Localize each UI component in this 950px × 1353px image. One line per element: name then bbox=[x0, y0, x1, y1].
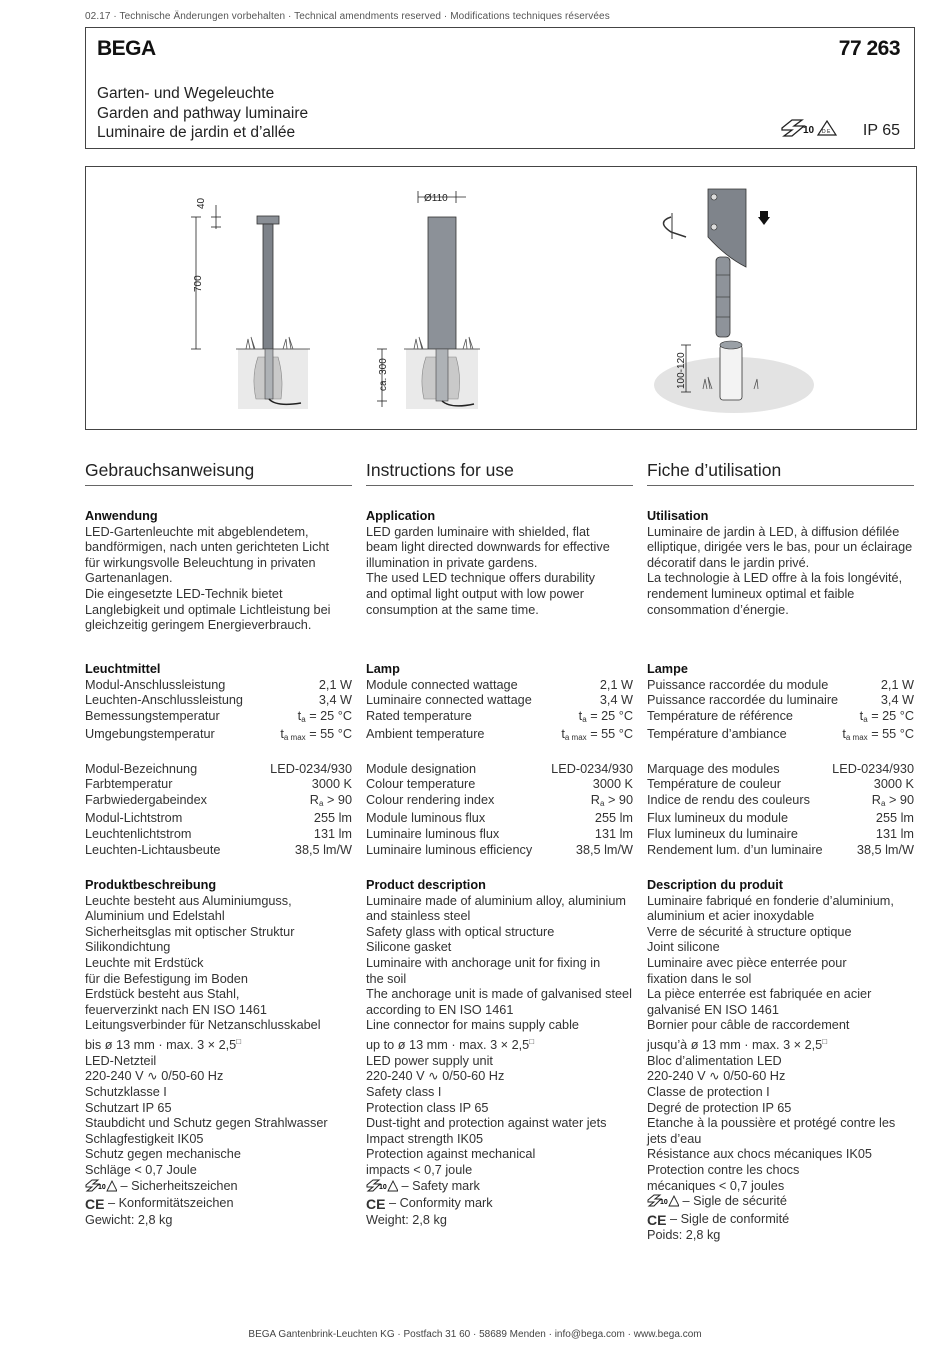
svg-text:40: 40 bbox=[196, 197, 207, 209]
svg-text:Ø110: Ø110 bbox=[424, 193, 448, 204]
column-heading: Gebrauchsanweisung bbox=[85, 460, 352, 486]
column-heading: Instructions for use bbox=[366, 460, 633, 486]
product-section bbox=[366, 878, 633, 1228]
text-line: bandförmigen, nach unten gerichteten Licht bbox=[85, 540, 330, 555]
spec-row: Colour rendering index $R_a > 90$ bbox=[366, 792, 633, 808]
spec-row: Luminaire luminous efficiency 38,5 lm/W bbox=[366, 842, 633, 857]
spec-row: Umgebungstemperatur $t_{a max} = 55$ °C bbox=[85, 727, 352, 743]
column-fr bbox=[647, 460, 914, 1243]
safety-mark-line: 10 – Safety mark bbox=[366, 1179, 633, 1197]
section-title: Lampe bbox=[647, 662, 688, 676]
spec-row: Flux lumineux du module 255 lm bbox=[647, 811, 914, 826]
section-title: Application bbox=[366, 509, 436, 523]
spec-row: Marquage des modules LED-0234/930 bbox=[647, 761, 914, 776]
safety-mark-icon bbox=[366, 1179, 398, 1197]
text-line: décoratif dans le jardin privé. bbox=[647, 555, 810, 570]
product-titles bbox=[97, 84, 308, 143]
product-header bbox=[85, 27, 915, 149]
text-line: für wirkungsvolle Beleuchtung in privaten bbox=[85, 555, 316, 570]
ce-mark-line: CE – Sigle de conformité bbox=[647, 1211, 790, 1228]
ce-mark-line: CE – Conformity mark bbox=[366, 1196, 493, 1213]
title-fr: Luminaire de jardin et d’allée bbox=[97, 124, 296, 141]
application-section bbox=[366, 509, 633, 618]
ce-mark-icon: CE bbox=[647, 1211, 667, 1228]
weight: Weight: 2,8 kg bbox=[366, 1212, 447, 1227]
spec-row: Modul-Anschlussleistung 2,1 W bbox=[85, 677, 352, 692]
spec-row: Leuchten-Lichtausbeute 38,5 lm/W bbox=[85, 842, 352, 857]
spec-row: Température d’ambiance $t_{a max} = 55$ °C bbox=[647, 727, 914, 743]
spec-row: Rated temperature $t_a = 25$ °C bbox=[366, 708, 633, 724]
front-view-drawing bbox=[377, 191, 480, 409]
text-line: and optimal light output with low power bbox=[366, 586, 584, 601]
title-de: Garten- und Wegeleuchte bbox=[97, 85, 275, 102]
certification-marks bbox=[780, 118, 840, 143]
spec-row: Température de couleur 3000 K bbox=[647, 777, 914, 792]
text-line: consumption at the same time. bbox=[366, 602, 539, 617]
spec-row: Leuchten-Anschlussleistung 3,4 W bbox=[85, 693, 352, 708]
text-line: beam light directed downwards for effective bbox=[366, 540, 610, 555]
ce-mark-icon: CE bbox=[366, 1196, 386, 1213]
section-title: Anwendung bbox=[85, 509, 158, 523]
text-line: LED garden luminaire with shielded, flat bbox=[366, 524, 590, 539]
spec-row: Flux lumineux du luminaire 131 lm bbox=[647, 826, 914, 841]
section-title: Utilisation bbox=[647, 509, 709, 523]
text-line: gleichzeitig geringem Energieverbrauch. bbox=[85, 618, 312, 633]
side-view-drawing bbox=[191, 197, 310, 409]
text-line: consommation d’énergie. bbox=[647, 602, 789, 617]
technical-drawing bbox=[85, 166, 917, 430]
brand-name: BEGA bbox=[97, 37, 156, 60]
spec-row: Luminaire connected wattage 3,4 W bbox=[366, 693, 633, 708]
product-lines: Luminaire made of aluminium alloy, aluminium and stainless steel Safety glass with optical structure Silicone gasket Luminaire with anchorage unit for fixing in the soil The anchorage unit is made of galvanised steel according to EN ISO 1461 Line connector for mains supply cable up to ø 13 mm · max. 3 × 2,5□ LED power supply unit 220-240 V ∿ 0/50-60 Hz Safety class I Protection class IP 65 Dust-tight and protection against water jets Impact strength IK05 Protection against mechanical impacts < 0,7 joule bbox=[366, 893, 632, 1177]
column-heading: Fiche d’utilisation bbox=[647, 460, 914, 486]
ce-mark-icon: CE bbox=[85, 1196, 105, 1213]
spec-row: Puissance raccordée du module 2,1 W bbox=[647, 677, 914, 692]
enec-mark-icon bbox=[780, 118, 840, 138]
lamp-section bbox=[85, 662, 352, 858]
svg-text:700: 700 bbox=[193, 275, 204, 292]
product-lines: Luminaire fabriqué en fonderie d’aluminium, aluminium et acier inoxydable Verre de sécurité à structure optique Joint silicone Luminaire avec pièce enterrée pour fixation dans le sol La pièce enterrée est fabriquée en acier galvanisé EN ISO 1461 Bornier pour câble de raccordement jusqu’à ø 13 mm · max. 3 × 2,5□ Bloc d’alimentation LED 220-240 V ∿ 0/50-60 Hz Classe de protection I Degré de protection IP 65 Etanche à la poussière et protégé contre les jets d’eau Résistance aux chocs mécaniques IK05 Protection contre les chocs mécaniques < 0,7 joules bbox=[647, 893, 896, 1193]
installation-drawing bbox=[654, 189, 814, 413]
spec-row: Farbtemperatur 3000 K bbox=[85, 777, 352, 792]
application-section bbox=[85, 509, 352, 634]
text-line: rendement lumineux optimal et faible bbox=[647, 586, 855, 601]
lamp-section bbox=[647, 662, 914, 858]
footer-address: BEGA Gantenbrink-Leuchten KG · Postfach 31 60 · 58689 Menden · info@bega.com · www.bega.com bbox=[248, 1329, 702, 1340]
section-title: Lamp bbox=[366, 662, 400, 676]
luminaire-drawing bbox=[86, 167, 916, 429]
text-line: Luminaire de jardin à LED, à diffusion défilée bbox=[647, 524, 900, 539]
spec-row: Module designation LED-0234/930 bbox=[366, 761, 633, 776]
weight: Gewicht: 2,8 kg bbox=[85, 1212, 173, 1227]
svg-text:ca. 300: ca. 300 bbox=[378, 358, 389, 391]
spec-row: Farbwiedergabeindex $R_a > 90$ bbox=[85, 792, 352, 808]
text-line: Langlebigkeit und optimale Lichtleistung bei bbox=[85, 602, 331, 617]
title-en: Garden and pathway luminaire bbox=[97, 104, 309, 122]
revision-note: 02.17 · Technische Änderungen vorbehalten · Technical amendments reserved · Modifications techniques réservées bbox=[85, 11, 610, 22]
ip-rating: IP 65 bbox=[862, 122, 900, 139]
svg-text:10: 10 bbox=[660, 1199, 668, 1207]
spec-row: Luminaire luminous flux 131 lm bbox=[366, 826, 633, 841]
column-de bbox=[85, 460, 352, 1227]
section-title: Product description bbox=[366, 878, 486, 892]
spec-row: Température de référence $t_a = 25$ °C bbox=[647, 708, 914, 724]
text-line: La technologie à LED offre à la fois longévité, bbox=[647, 571, 903, 586]
spec-row: Module luminous flux 255 lm bbox=[366, 811, 633, 826]
safety-mark-line: 10 – Sigle de sécurité bbox=[647, 1194, 914, 1212]
spec-row: Module connected wattage 2,1 W bbox=[366, 677, 633, 692]
spec-row: Ambient temperature $t_{a max} = 55$ °C bbox=[366, 727, 633, 743]
text-line: Die eingesetzte LED-Technik bietet bbox=[85, 586, 283, 601]
text-line: illumination in private gardens. bbox=[366, 555, 538, 570]
weight: Poids: 2,8 kg bbox=[647, 1228, 721, 1243]
ce-mark-line: CE – Konformitätszeichen bbox=[85, 1196, 234, 1213]
text-line: elliptique, dirigée vers le bas, pour un éclairage bbox=[647, 540, 913, 555]
lamp-section bbox=[366, 662, 633, 858]
spec-row: Bemessungstemperatur $t_a = 25$ °C bbox=[85, 708, 352, 724]
spec-row: Rendement lum. d’un luminaire 38,5 lm/W bbox=[647, 842, 914, 857]
product-section bbox=[647, 878, 914, 1244]
product-lines: Leuchte besteht aus Aluminiumguss, Aluminium und Edelstahl Sicherheitsglas mit optischer Struktur Silikondichtung Leuchte mit Erdstück für die Befestigung im Boden Erdstück besteht aus Stahl, feuerverzinkt nach EN ISO 1461 Leitungsverbinder für Netzanschlusskabel bis ø 13 mm · max. 3 × 2,5□ LED-Netzteil 220-240 V ∿ 0/50-60 Hz Schutzklasse I Schutzart IP 65 Staubdicht und Schutz gegen Strahlwasser Schlagfestigkeit IK05 Schutz gegen mechanische Schläge < 0,7 Joule bbox=[85, 893, 328, 1177]
spec-row: Colour temperature 3000 K bbox=[366, 777, 633, 792]
product-section bbox=[85, 878, 352, 1228]
svg-text:100-120: 100-120 bbox=[676, 352, 687, 389]
spec-row: Puissance raccordée du luminaire 3,4 W bbox=[647, 693, 914, 708]
section-title: Leuchtmittel bbox=[85, 662, 161, 676]
spec-row: Modul-Bezeichnung LED-0234/930 bbox=[85, 761, 352, 776]
text-line: The used LED technique offers durability bbox=[366, 571, 595, 586]
article-number: 77 263 bbox=[838, 37, 900, 60]
spec-row: Modul-Lichtstrom 255 lm bbox=[85, 811, 352, 826]
spec-row: Indice de rendu des couleurs $R_a > 90$ bbox=[647, 792, 914, 808]
svg-text:D E: D E bbox=[822, 129, 831, 135]
safety-mark-line: 10 – Sicherheitszeichen bbox=[85, 1179, 352, 1197]
section-title: Description du produit bbox=[647, 878, 784, 892]
safety-mark-icon bbox=[85, 1179, 117, 1197]
section-title: Produktbeschreibung bbox=[85, 878, 217, 892]
spec-row: Leuchtenlichtstrom 131 lm bbox=[85, 826, 352, 841]
text-line: Gartenanlagen. bbox=[85, 571, 173, 586]
svg-text:10: 10 bbox=[98, 1183, 106, 1191]
column-en bbox=[366, 460, 633, 1227]
text-line: LED-Gartenleuchte mit abgeblendetem, bbox=[85, 524, 309, 539]
mark-number: 10 bbox=[803, 125, 815, 136]
safety-mark-icon bbox=[647, 1194, 679, 1212]
application-section bbox=[647, 509, 914, 618]
svg-text:10: 10 bbox=[379, 1183, 387, 1191]
